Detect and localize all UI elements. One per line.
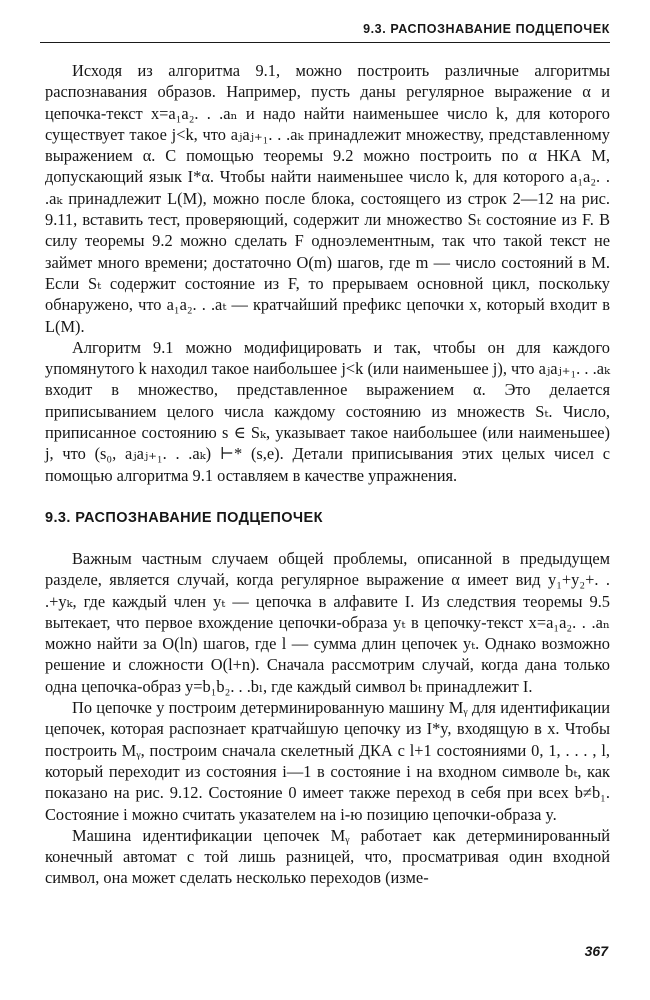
page-number: 367: [584, 943, 608, 959]
running-header: [40, 20, 610, 43]
page-body: [45, 60, 610, 889]
paragraph: По цепочке y построим детерминированную машину Mᵧ для идентификации цепочек, которая распознает кратчайшую цепочку из I*y, входящую в x. Чтобы построить Mᵧ, построим сначала скелетный ДКА с l+1 состояниями 0, 1, . . . , l, который переходит из состояния i—1 в состояние i на входном символе bₜ, как показано на рис. 9.12. Состояние 0 имеет также переход в себя при всех b≠b₁. Состояние i можно считать указателем на i-ю позицию цепочки-образа y.: [45, 698, 610, 824]
paragraph: Исходя из алгоритма 9.1, можно построить различные алгоритмы распознавания образов. Например, пусть даны регулярное выражение α и цепочка-текст x=a₁a₂. . .aₙ и надо найти наименьшее число k, для которого существует такое j<k, что aⱼaⱼ₊₁. . .aₖ принадлежит множеству, представленному выражением α. С помощью теоремы 9.2 можно построить по α НКА M, допускающий язык I*α. Чтобы найти наименьшее число k, для которого a₁a₂. . .aₖ принадлежит L(M), можно после блока, состоящего из строк 2—12 на рис. 9.11, вставить тест, проверяющий, содержит ли множество Sₜ состояние из F. В силу теоремы 9.2 можно сделать F одноэлементным, так что такой текст не займет много времени; достаточно O(m) шагов, где m — число состояний в M. Если Sₜ содержит состояние из F, то прерываем основной цикл, поскольку обнаружено, что a₁a₂. . .aₜ — кратчайший префикс цепочки x, который входит в L(M).: [45, 61, 610, 336]
section-heading: 9.3. РАСПОЗНАВАНИЕ ПОДЦЕПОЧЕК: [45, 509, 323, 526]
paragraph: Машина идентификации цепочек Mᵧ работает как детерминированный конечный автомат с той лишь разницей, что, просматривая один входной символ, она может сделать несколько переходов (изме-: [45, 825, 610, 888]
paragraph: Алгоритм 9.1 можно модифицировать и так, чтобы он для каждого упомянутого k находил такое наибольшее j<k (или наименьшее j), что aⱼaⱼ₊₁. . .aₖ входит в множество, представленное выражением α. Это делается приписыванием целого числа каждому состоянию из множеств Sₜ. Число, приписанное состоянию s ∈ Sₖ, указывает такое наибольшее (или наименьшее) j, что (s₀, aⱼaⱼ₊₁. . .aₖ) ⊢* (s,e). Детали приписывания этих целых чисел с помощью алгоритма 9.1 оставляем в качестве упражнения.: [45, 337, 610, 485]
running-header-title: 9.3. РАСПОЗНАВАНИЕ ПОДЦЕПОЧЕК: [363, 22, 610, 36]
paragraph: Важным частным случаем общей проблемы, описанной в предыдущем разделе, является случай, когда регулярное выражение α имеет вид y₁+y₂+. . .+yₖ, где каждый член yₜ — цепочка в алфавите I. Из следствия теоремы 9.5 вытекает, что первое вхождение цепочки-образа yₜ в цепочку-текст x=a₁a₂. . .aₙ можно найти за O(ln) шагов, где l — сумма длин цепочек yₜ. Однако возможно решение и сложности O(l+n). Сначала рассмотрим случай, когда дана только одна цепочка-образ y=b₁b₂. . .bₗ, где каждый символ bₜ принадлежит I.: [45, 548, 610, 696]
